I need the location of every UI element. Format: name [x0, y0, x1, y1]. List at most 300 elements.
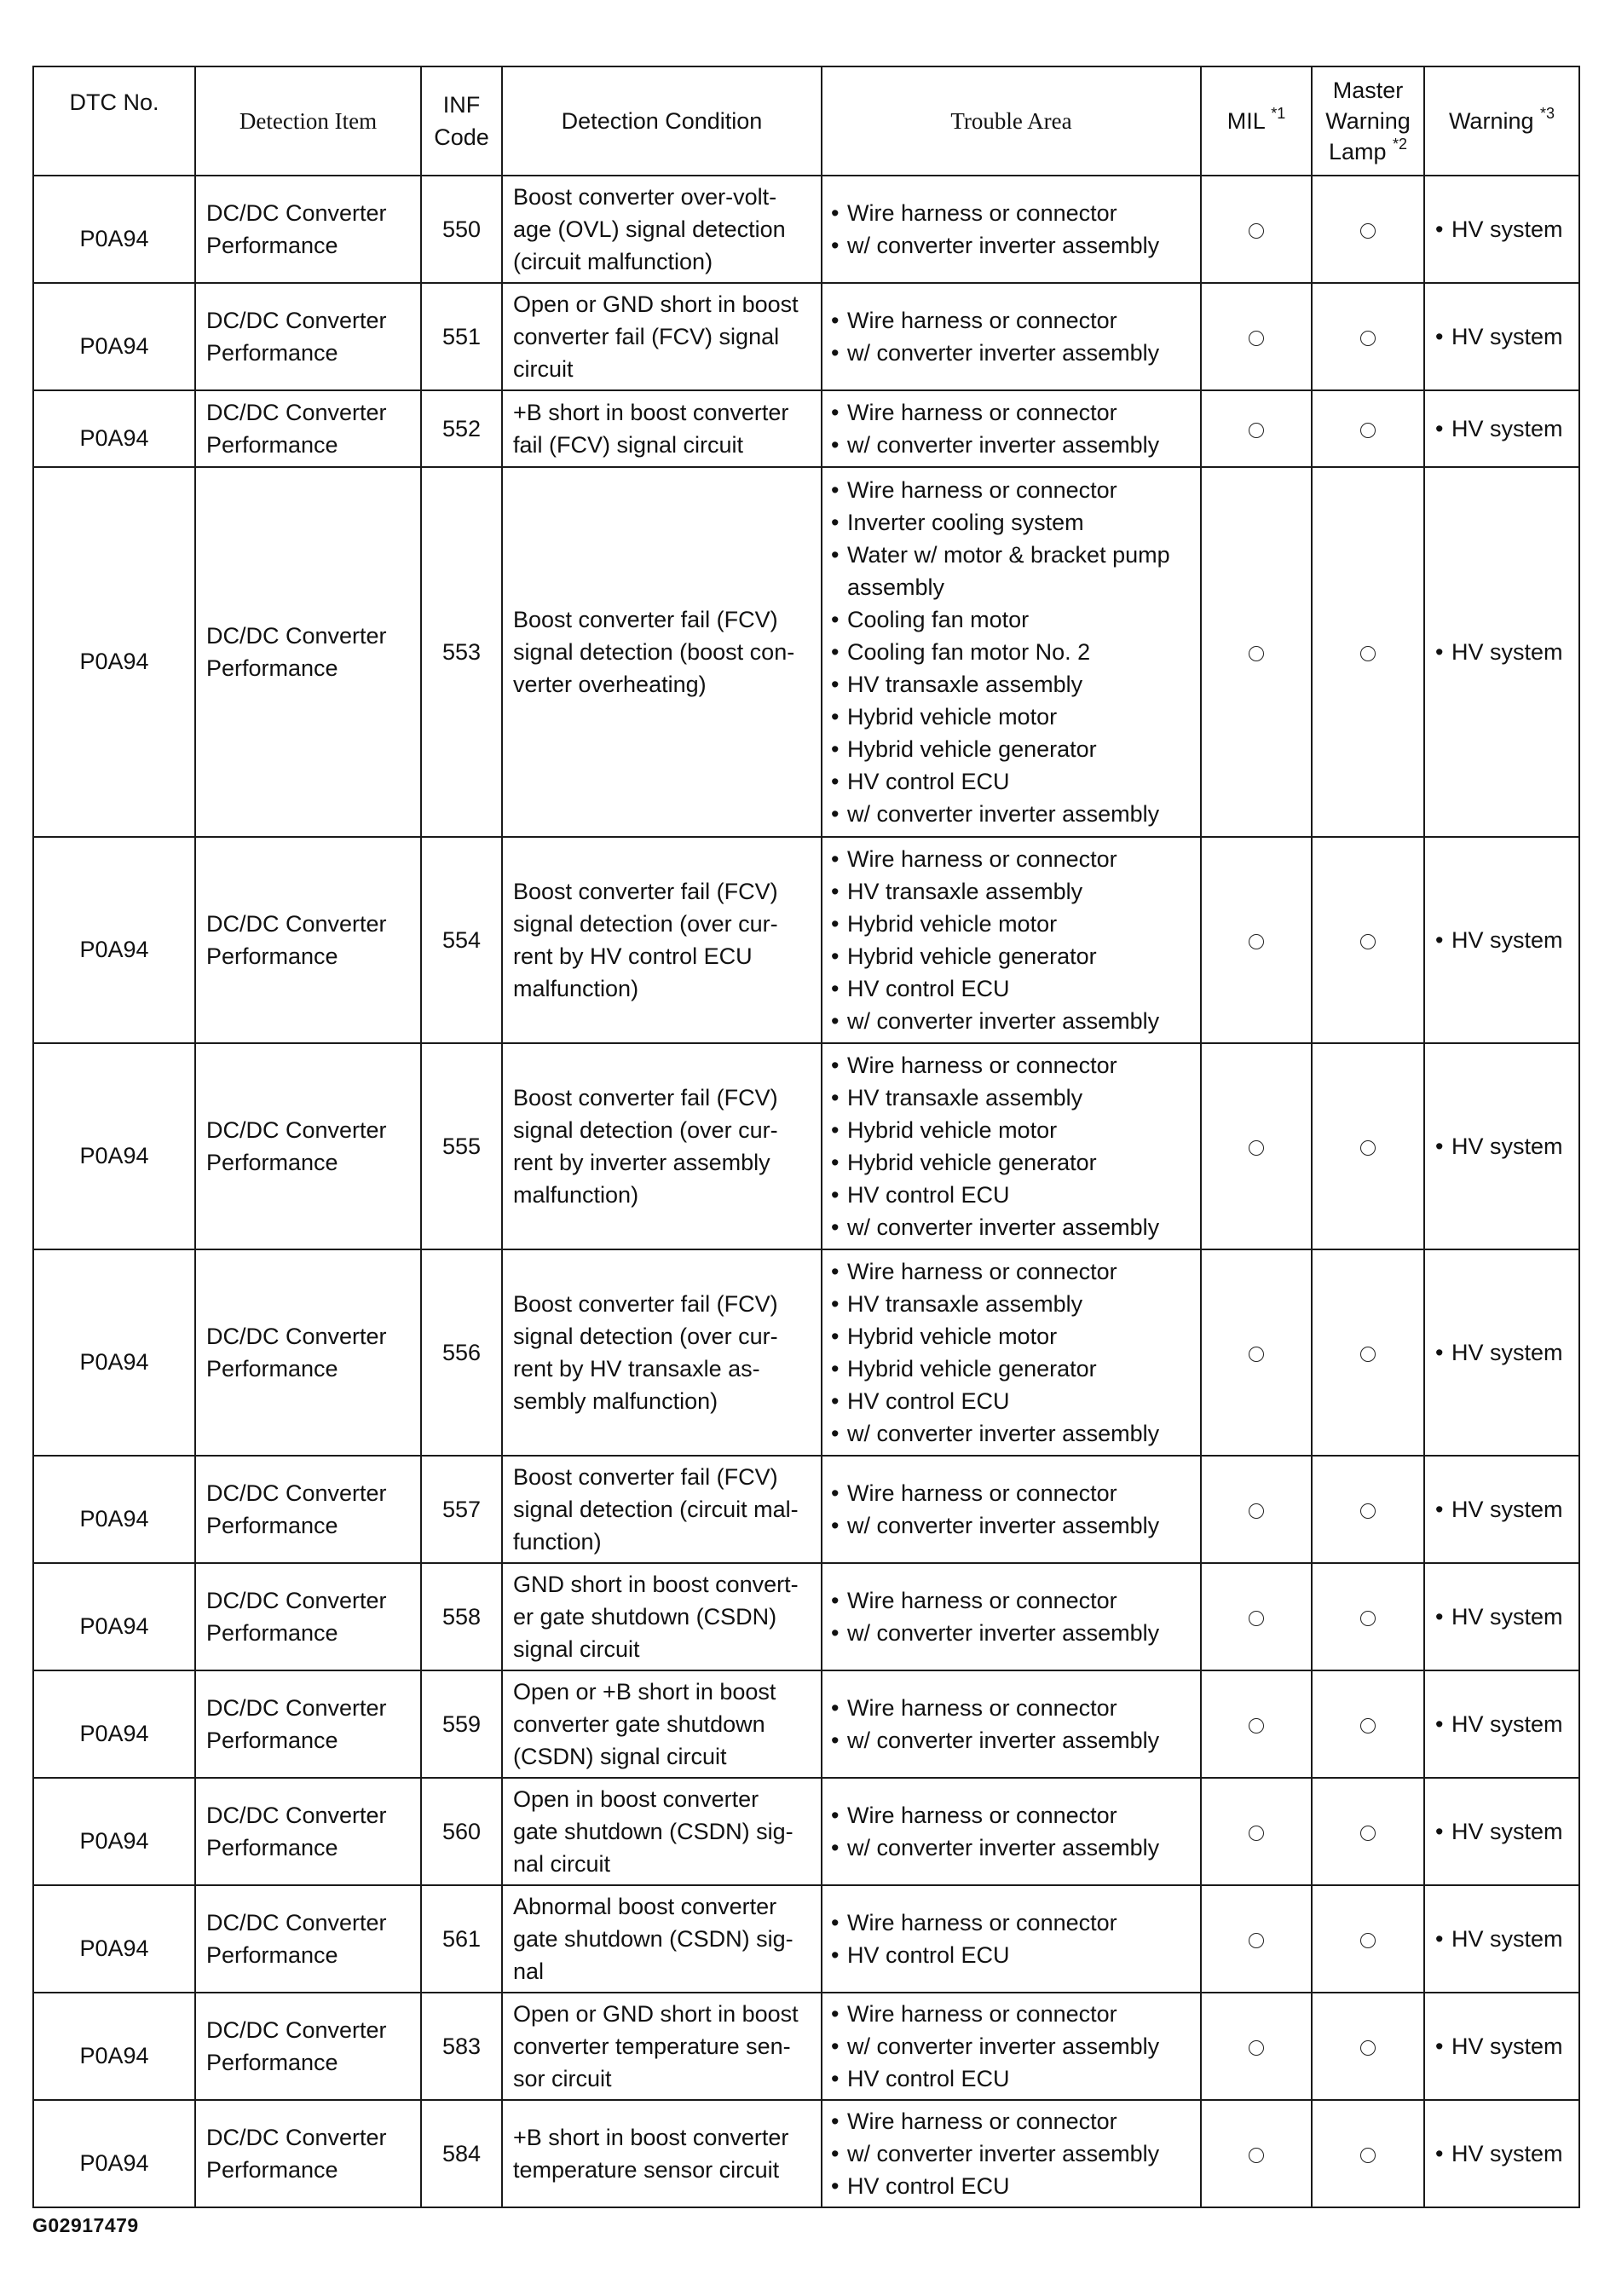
condition-line: malfunction)	[513, 1182, 639, 1208]
cell-inf-code	[421, 1885, 502, 1993]
inf-code: 550	[441, 216, 482, 242]
master-warning-circle-icon	[1360, 223, 1376, 239]
warning-item: • HV system	[1435, 636, 1578, 668]
cell-detection-condition	[502, 176, 822, 283]
table-row	[33, 1885, 1579, 1993]
trouble-area-item: • w/ converter inverter assembly	[831, 1509, 1195, 1542]
trouble-area-item: • w/ converter inverter assembly	[831, 2030, 1195, 2062]
warning-list	[1435, 2030, 1578, 2062]
warning-list	[1435, 1601, 1578, 1633]
cell-detection-item	[195, 1778, 421, 1885]
detection-item-line: DC/DC Converter	[206, 911, 387, 937]
cell-trouble-area	[822, 1043, 1201, 1249]
cell-warning	[1424, 1043, 1579, 1249]
warning-list	[1435, 1336, 1578, 1369]
cell-trouble-area	[822, 1778, 1201, 1885]
trouble-area-item: • Hybrid vehicle motor	[831, 701, 1195, 733]
cell-master-warning-lamp	[1312, 467, 1424, 837]
trouble-area-item: • HV control ECU	[831, 765, 1195, 798]
cell-master-warning-lamp	[1312, 176, 1424, 283]
cell-detection-item	[195, 837, 421, 1043]
trouble-area-list	[831, 1799, 1195, 1864]
header-inf-code	[421, 66, 502, 176]
master-warning-circle-icon	[1360, 934, 1376, 949]
condition-line: function)	[513, 1529, 602, 1555]
detection-item-line: Performance	[206, 2050, 338, 2075]
trouble-area-item: • w/ converter inverter assembly	[831, 1005, 1195, 1037]
condition-line: Boost converter fail (FCV)	[513, 607, 778, 632]
dtc-code: P0A94	[79, 1348, 149, 1375]
detection-item-line: DC/DC Converter	[206, 623, 387, 649]
trouble-area-item: • Hybrid vehicle generator	[831, 940, 1195, 972]
table-row	[33, 837, 1579, 1043]
trouble-area-item: • Wire harness or connector	[831, 843, 1195, 875]
cell-warning	[1424, 1993, 1579, 2100]
cell-trouble-area	[822, 390, 1201, 467]
condition-line: nal circuit	[513, 1851, 611, 1877]
trouble-area-list	[831, 1998, 1195, 2095]
inf-code: 584	[441, 2141, 482, 2166]
warning-item: • HV system	[1435, 1601, 1578, 1633]
cell-detection-condition	[502, 1885, 822, 1993]
cell-warning	[1424, 2100, 1579, 2207]
mil-circle-icon	[1249, 2040, 1264, 2056]
warning-item: • HV system	[1435, 1493, 1578, 1526]
cell-mil	[1201, 2100, 1312, 2207]
cell-detection-item	[195, 1670, 421, 1778]
header-warning-text: Warning	[1448, 108, 1534, 134]
header-master-note: *2	[1393, 136, 1408, 153]
condition-line: converter gate shutdown	[513, 1711, 765, 1737]
warning-item: • HV system	[1435, 1923, 1578, 1955]
dtc-code: P0A94	[79, 1142, 149, 1168]
trouble-area-item: • HV transaxle assembly	[831, 1288, 1195, 1320]
inf-code: 554	[441, 927, 482, 953]
header-row	[33, 66, 1579, 176]
inf-code: 553	[441, 639, 482, 665]
warning-item: • HV system	[1435, 1815, 1578, 1848]
cell-detection-item	[195, 176, 421, 283]
cell-detection-condition	[502, 283, 822, 390]
cell-detection-item	[195, 1993, 421, 2100]
cell-detection-condition	[502, 1670, 822, 1778]
condition-line: +B short in boost converter	[513, 400, 789, 425]
cell-dtc-no	[33, 1670, 195, 1778]
mil-circle-icon	[1249, 1933, 1264, 1948]
condition-line: signal detection (over cur-	[513, 911, 778, 937]
dtc-code: P0A94	[79, 1827, 149, 1854]
detection-item-line: DC/DC Converter	[206, 308, 387, 333]
cell-detection-condition	[502, 390, 822, 467]
master-warning-circle-icon	[1360, 1347, 1376, 1362]
cell-detection-condition	[502, 1563, 822, 1670]
detection-item-line: Performance	[206, 1356, 338, 1382]
inf-code: 551	[441, 324, 482, 349]
header-trouble-area	[822, 66, 1201, 176]
detection-item-line: DC/DC Converter	[206, 400, 387, 425]
inf-code: 559	[441, 1711, 482, 1737]
cell-mil	[1201, 1456, 1312, 1563]
cell-inf-code	[421, 390, 502, 467]
warning-list	[1435, 412, 1578, 445]
condition-line: +B short in boost converter	[513, 2125, 789, 2150]
table-row	[33, 1249, 1579, 1456]
cell-warning	[1424, 390, 1579, 467]
cell-mil	[1201, 283, 1312, 390]
trouble-area-list	[831, 1692, 1195, 1757]
cell-master-warning-lamp	[1312, 1043, 1424, 1249]
warning-item: • HV system	[1435, 1336, 1578, 1369]
detection-item-line: Performance	[206, 340, 338, 366]
inf-code: 552	[441, 416, 482, 441]
master-warning-circle-icon	[1360, 2040, 1376, 2056]
cell-inf-code	[421, 1993, 502, 2100]
table-row	[33, 1043, 1579, 1249]
cell-inf-code	[421, 176, 502, 283]
dtc-code: P0A94	[79, 2149, 149, 2176]
cell-inf-code	[421, 467, 502, 837]
warning-item: • HV system	[1435, 924, 1578, 956]
trouble-area-item: • Wire harness or connector	[831, 396, 1195, 429]
cell-detection-condition	[502, 1456, 822, 1563]
cell-warning	[1424, 283, 1579, 390]
cell-mil	[1201, 837, 1312, 1043]
trouble-area-item: • HV control ECU	[831, 1385, 1195, 1417]
cell-detection-item	[195, 467, 421, 837]
trouble-area-item: • Cooling fan motor	[831, 603, 1195, 636]
condition-line: er gate shutdown (CSDN)	[513, 1604, 777, 1630]
condition-line: age (OVL) signal detection	[513, 216, 786, 242]
table-row	[33, 1778, 1579, 1885]
trouble-area-item: • Hybrid vehicle motor	[831, 1114, 1195, 1146]
dtc-code: P0A94	[79, 332, 149, 359]
detection-item-line: DC/DC Converter	[206, 2017, 387, 2043]
mil-circle-icon	[1249, 331, 1264, 346]
trouble-area-item: • Wire harness or connector	[831, 1799, 1195, 1832]
cell-inf-code	[421, 2100, 502, 2207]
trouble-area-item: • HV transaxle assembly	[831, 668, 1195, 701]
cell-mil	[1201, 1778, 1312, 1885]
cell-inf-code	[421, 1456, 502, 1563]
warning-item: • HV system	[1435, 412, 1578, 445]
inf-code: 560	[441, 1819, 482, 1844]
mil-circle-icon	[1249, 934, 1264, 949]
cell-warning	[1424, 467, 1579, 837]
cell-mil	[1201, 1563, 1312, 1670]
warning-item: • HV system	[1435, 2030, 1578, 2062]
trouble-area-item: • HV control ECU	[831, 1939, 1195, 1971]
dtc-code: P0A94	[79, 424, 149, 451]
condition-line: Boost converter fail (FCV)	[513, 1085, 778, 1111]
trouble-area-item: • Hybrid vehicle motor	[831, 1320, 1195, 1353]
trouble-area-item: • HV control ECU	[831, 1179, 1195, 1211]
trouble-area-item: • HV control ECU	[831, 2170, 1195, 2202]
trouble-area-item: • w/ converter inverter assembly	[831, 1417, 1195, 1450]
cell-trouble-area	[822, 467, 1201, 837]
condition-line: Boost converter over-volt-	[513, 184, 777, 210]
detection-item-line: Performance	[206, 1620, 338, 1646]
cell-master-warning-lamp	[1312, 2100, 1424, 2207]
cell-dtc-no	[33, 283, 195, 390]
trouble-area-item: • w/ converter inverter assembly	[831, 1832, 1195, 1864]
trouble-area-item: • Hybrid vehicle generator	[831, 733, 1195, 765]
trouble-area-item: • Hybrid vehicle motor	[831, 908, 1195, 940]
condition-line: sembly malfunction)	[513, 1388, 718, 1414]
cell-master-warning-lamp	[1312, 1993, 1424, 2100]
trouble-area-item: • w/ converter inverter assembly	[831, 798, 1195, 830]
trouble-area-item: • Wire harness or connector	[831, 2105, 1195, 2137]
condition-line: signal detection (over cur-	[513, 1324, 778, 1349]
cell-trouble-area	[822, 1456, 1201, 1563]
condition-line: Open or GND short in boost	[513, 2001, 799, 2027]
master-warning-circle-icon	[1360, 1611, 1376, 1626]
cell-warning	[1424, 1249, 1579, 1456]
table-row	[33, 1670, 1579, 1778]
cell-inf-code	[421, 1670, 502, 1778]
inf-code: 561	[441, 1926, 482, 1952]
detection-item-line: Performance	[206, 2157, 338, 2183]
trouble-area-item: • w/ converter inverter assembly	[831, 1724, 1195, 1757]
cell-detection-condition	[502, 1778, 822, 1885]
detection-item-line: Performance	[206, 1728, 338, 1753]
trouble-area-item: • HV control ECU	[831, 2062, 1195, 2095]
trouble-area-item: • Wire harness or connector	[831, 1584, 1195, 1617]
condition-line: gate shutdown (CSDN) sig-	[513, 1819, 793, 1844]
trouble-area-item: • Cooling fan motor No. 2	[831, 636, 1195, 668]
warning-list	[1435, 1493, 1578, 1526]
master-warning-circle-icon	[1360, 331, 1376, 346]
trouble-area-list	[831, 474, 1195, 830]
cell-dtc-no	[33, 1563, 195, 1670]
cell-mil	[1201, 390, 1312, 467]
cell-dtc-no	[33, 467, 195, 837]
master-warning-circle-icon	[1360, 1140, 1376, 1156]
condition-line: temperature sensor circuit	[513, 2157, 780, 2183]
header-inf-code-line2: Code	[434, 124, 489, 150]
condition-line: (circuit malfunction)	[513, 249, 713, 274]
header-mil-note: *1	[1271, 105, 1286, 122]
trouble-area-item: • HV control ECU	[831, 972, 1195, 1005]
cell-dtc-no	[33, 1778, 195, 1885]
cell-detection-item	[195, 1456, 421, 1563]
header-detection-item-text: Detection Item	[239, 108, 378, 134]
detection-item-line: DC/DC Converter	[206, 1480, 387, 1506]
cell-mil	[1201, 1249, 1312, 1456]
master-warning-circle-icon	[1360, 423, 1376, 438]
warning-list	[1435, 1923, 1578, 1955]
cell-master-warning-lamp	[1312, 1249, 1424, 1456]
warning-item: • HV system	[1435, 2137, 1578, 2170]
cell-detection-item	[195, 390, 421, 467]
detection-item-line: DC/DC Converter	[206, 1910, 387, 1935]
condition-line: signal detection (over cur-	[513, 1117, 778, 1143]
header-detection-condition-text: Detection Condition	[561, 108, 763, 134]
cell-master-warning-lamp	[1312, 837, 1424, 1043]
trouble-area-item: • Wire harness or connector	[831, 1477, 1195, 1509]
trouble-area-list	[831, 396, 1195, 461]
dtc-code: P0A94	[79, 2042, 149, 2068]
cell-trouble-area	[822, 176, 1201, 283]
cell-trouble-area	[822, 1885, 1201, 1993]
condition-line: GND short in boost convert-	[513, 1572, 799, 1597]
trouble-area-item: • HV transaxle assembly	[831, 875, 1195, 908]
trouble-area-list	[831, 1477, 1195, 1542]
cell-dtc-no	[33, 1043, 195, 1249]
trouble-area-list	[831, 197, 1195, 262]
master-warning-circle-icon	[1360, 1718, 1376, 1734]
warning-list	[1435, 924, 1578, 956]
cell-warning	[1424, 1885, 1579, 1993]
cell-detection-item	[195, 1563, 421, 1670]
dtc-code: P0A94	[79, 648, 149, 674]
warning-item: • HV system	[1435, 213, 1578, 245]
trouble-area-item: • Wire harness or connector	[831, 474, 1195, 506]
detection-item-line: Performance	[206, 432, 338, 458]
cell-inf-code	[421, 1249, 502, 1456]
condition-line: Boost converter fail (FCV)	[513, 1291, 778, 1317]
header-master-line2: Warning	[1325, 108, 1411, 134]
condition-line: converter fail (FCV) signal	[513, 324, 780, 349]
trouble-area-item: • w/ converter inverter assembly	[831, 1617, 1195, 1649]
trouble-area-item: • w/ converter inverter assembly	[831, 229, 1195, 262]
cell-detection-condition	[502, 1043, 822, 1249]
condition-line: Boost converter fail (FCV)	[513, 879, 778, 904]
cell-dtc-no	[33, 2100, 195, 2207]
cell-warning	[1424, 1670, 1579, 1778]
mil-circle-icon	[1249, 1826, 1264, 1841]
master-warning-circle-icon	[1360, 1826, 1376, 1841]
warning-list	[1435, 1708, 1578, 1740]
cell-master-warning-lamp	[1312, 1563, 1424, 1670]
trouble-area-item: • Wire harness or connector	[831, 1692, 1195, 1724]
cell-detection-item	[195, 1043, 421, 1249]
condition-line: Abnormal boost converter	[513, 1894, 777, 1919]
header-master-line3: Lamp	[1328, 139, 1387, 164]
cell-dtc-no	[33, 837, 195, 1043]
dtc-code: P0A94	[79, 1720, 149, 1746]
cell-mil	[1201, 1043, 1312, 1249]
condition-line: malfunction)	[513, 976, 639, 1001]
cell-warning	[1424, 176, 1579, 283]
mil-circle-icon	[1249, 1140, 1264, 1156]
cell-master-warning-lamp	[1312, 283, 1424, 390]
table-row	[33, 467, 1579, 837]
cell-master-warning-lamp	[1312, 1670, 1424, 1778]
master-warning-circle-icon	[1360, 646, 1376, 661]
condition-line: rent by inverter assembly	[513, 1150, 770, 1175]
detection-item-line: Performance	[206, 655, 338, 681]
header-master-line1: Master	[1332, 78, 1404, 103]
detection-item-line: Performance	[206, 1513, 338, 1538]
trouble-area-item: • w/ converter inverter assembly	[831, 429, 1195, 461]
master-warning-circle-icon	[1360, 1503, 1376, 1519]
mil-circle-icon	[1249, 1347, 1264, 1362]
inf-code: 558	[441, 1604, 482, 1630]
header-warning-note: *3	[1540, 105, 1555, 122]
cell-detection-item	[195, 1885, 421, 1993]
cell-trouble-area	[822, 1993, 1201, 2100]
condition-line: sor circuit	[513, 2066, 612, 2091]
cell-trouble-area	[822, 1563, 1201, 1670]
trouble-area-item: • Wire harness or connector	[831, 1907, 1195, 1939]
detection-item-line: Performance	[206, 943, 338, 969]
warning-list	[1435, 1815, 1578, 1848]
trouble-area-item: • w/ converter inverter assembly	[831, 2137, 1195, 2170]
header-dtc-no	[33, 66, 195, 176]
condition-line: Boost converter fail (FCV)	[513, 1464, 778, 1490]
cell-inf-code	[421, 837, 502, 1043]
inf-code: 557	[441, 1497, 482, 1522]
condition-line: signal detection (boost con-	[513, 639, 795, 665]
condition-line: gate shutdown (CSDN) sig-	[513, 1926, 793, 1952]
cell-detection-condition	[502, 2100, 822, 2207]
dtc-code: P0A94	[79, 1505, 149, 1532]
header-dtc-no-text: DTC No.	[69, 89, 159, 115]
detection-item-line: DC/DC Converter	[206, 1324, 387, 1349]
detection-item-line: Performance	[206, 1835, 338, 1860]
cell-trouble-area	[822, 2100, 1201, 2207]
detection-item-line: DC/DC Converter	[206, 200, 387, 226]
cell-inf-code	[421, 283, 502, 390]
dtc-code: P0A94	[79, 936, 149, 962]
condition-line: Open or GND short in boost	[513, 291, 799, 317]
condition-line: circuit	[513, 356, 574, 382]
trouble-area-list	[831, 304, 1195, 369]
cell-warning	[1424, 1778, 1579, 1885]
trouble-area-item: • w/ converter inverter assembly	[831, 1211, 1195, 1243]
warning-list	[1435, 636, 1578, 668]
condition-line: nal	[513, 1959, 545, 1984]
cell-dtc-no	[33, 1993, 195, 2100]
figure-id: G02917479	[32, 2214, 139, 2236]
trouble-area-list	[831, 843, 1195, 1037]
table-row	[33, 390, 1579, 467]
condition-line: signal detection (circuit mal-	[513, 1497, 799, 1522]
warning-list	[1435, 1130, 1578, 1162]
cell-warning	[1424, 1563, 1579, 1670]
mil-circle-icon	[1249, 646, 1264, 661]
cell-inf-code	[421, 1043, 502, 1249]
cell-detection-item	[195, 2100, 421, 2207]
detection-item-line: DC/DC Converter	[206, 1588, 387, 1613]
table-row	[33, 176, 1579, 283]
cell-master-warning-lamp	[1312, 1456, 1424, 1563]
cell-dtc-no	[33, 390, 195, 467]
cell-detection-item	[195, 1249, 421, 1456]
warning-item: • HV system	[1435, 320, 1578, 353]
trouble-area-item: • Water w/ motor & bracket pump assembly	[831, 539, 1195, 603]
mil-circle-icon	[1249, 223, 1264, 239]
mil-circle-icon	[1249, 2148, 1264, 2163]
trouble-area-item: • Inverter cooling system	[831, 506, 1195, 539]
warning-list	[1435, 320, 1578, 353]
dtc-code: P0A94	[79, 1612, 149, 1639]
master-warning-circle-icon	[1360, 2148, 1376, 2163]
trouble-area-list	[831, 1907, 1195, 1971]
trouble-area-item: • Wire harness or connector	[831, 1998, 1195, 2030]
cell-detection-condition	[502, 467, 822, 837]
cell-trouble-area	[822, 837, 1201, 1043]
cell-mil	[1201, 176, 1312, 283]
cell-detection-condition	[502, 837, 822, 1043]
cell-trouble-area	[822, 1249, 1201, 1456]
header-warning	[1424, 66, 1579, 176]
trouble-area-list	[831, 1049, 1195, 1243]
dtc-table	[32, 66, 1580, 2208]
cell-inf-code	[421, 1778, 502, 1885]
header-inf-code-line1: INF	[442, 92, 481, 118]
trouble-area-item: • Hybrid vehicle generator	[831, 1353, 1195, 1385]
